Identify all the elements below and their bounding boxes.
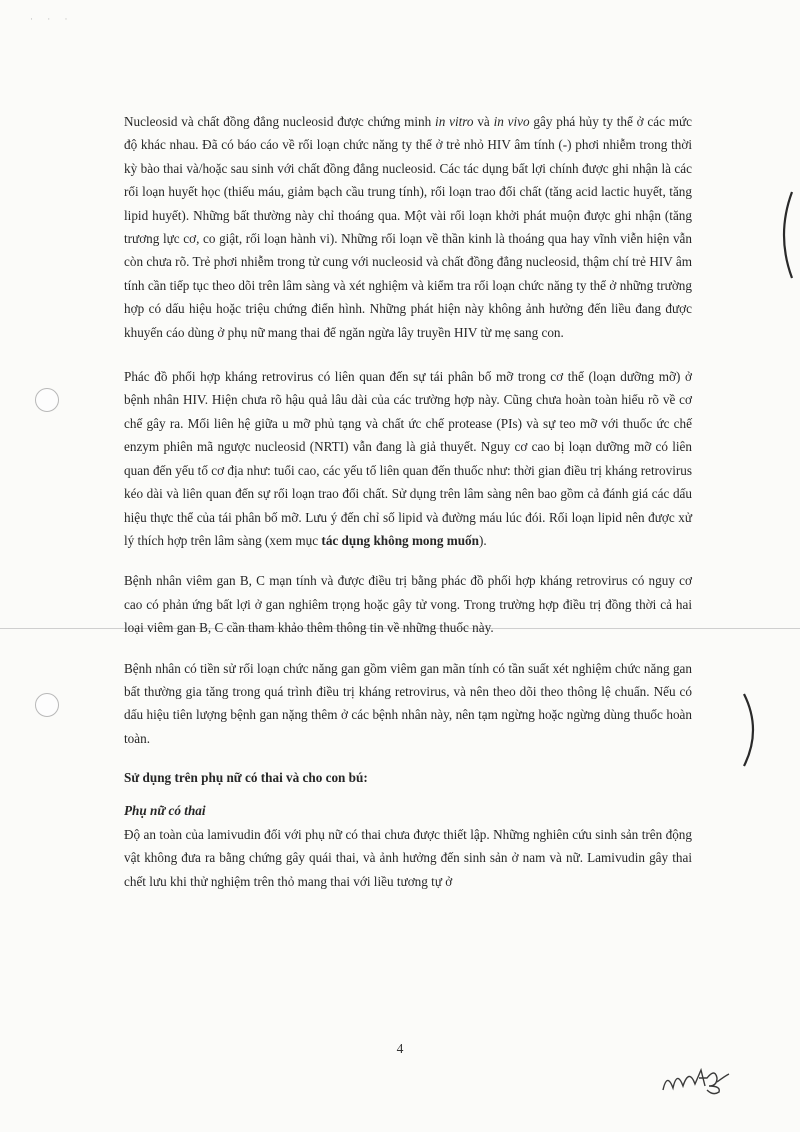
italic-term: in vivo — [493, 114, 530, 129]
punch-hole — [35, 693, 59, 717]
punch-hole — [35, 388, 59, 412]
paragraph-lipodystrophy — [124, 365, 692, 552]
paragraph-text: ). — [479, 532, 487, 548]
paragraph-safety: Độ an toàn của lamivudin đối với phụ nữ có thai chưa được thiết lập. Những nghiên cứu sinh sản trên động vật không đưa ra bằng chứng gây quái thai, và ảnh hưởng đến sinh sản ở nam và nữ. Lamivudin gây thai chết lưu khi thử nghiệm trên thỏ mang thai với liều tương tự ở — [124, 826, 692, 889]
subheading-pregnant-women: Phụ nữ có thai — [124, 802, 206, 818]
italic-term: in vitro — [435, 114, 474, 129]
page-edge-bracket-bottom — [738, 690, 768, 770]
page-number: 4 — [396, 1041, 404, 1056]
paragraph-text: Phác đồ phối hợp kháng retrovirus có liên quan đến sự tái phân bố mỡ trong cơ thể (loạn dưỡng mỡ) ở bệnh nhân HIV. Hiện chưa rõ hậu quả lâu dài của các trường hợp này. Cũng chưa hoàn toàn hiểu rõ về cơ chế gây ra. Mối liên hệ giữa u mỡ phủ tạng và chất ức chế protease (PIs) và sự teo mỡ với thuốc ức chế enzym phiên mã ngược nucleosid (NRTI) vẫn đang là giả thuyết. Nguy cơ cao bị loạn dưỡng mỡ có liên quan đến yếu tố cơ địa như: tuổi cao, các yếu tố liên quan đến thuốc như: thời gian điều trị kháng retrovirus kéo dài và liên quan đến sự rối loạn trao đổi chất. Sử dụng trên lâm sàng nên bao gồm cả đánh giá các dấu hiệu thực thể của tái phân bố mỡ. Lưu ý đến chỉ số lipid và đường máu lúc đói. Rối loạn lipid nên được xử lý thích hợp trên lâm sàng (xem mục — [124, 369, 692, 548]
page-edge-bracket-top — [772, 190, 796, 280]
handwritten-initials — [655, 1060, 735, 1100]
paragraph-text: gây phá hủy ty thể ở các mức độ khác nhau. Đã có báo cáo về rối loạn chức năng ty thể ở trẻ nhỏ HIV âm tính (-) phơi nhiễm trong thời kỳ bào thai và/hoặc sau sinh với chất đồng đẳng nucleosid. Các tác dụng bất lợi chính được ghi nhận là các rối loạn huyết học (thiếu máu, giảm bạch cầu trung tính), rối loạn trao đổi chất (tăng acid lactic huyết, tăng lipid huyết). Những bất thường này chỉ thoáng qua. Một vài rối loạn khởi phát muộn được ghi nhận (tăng trương lực cơ, co giật, rối loạn hành vi). Những rối loạn về thần kinh là thoáng qua hay vĩnh viễn hiện vẫn còn chưa rõ. Trẻ phơi nhiễm trong tử cung với nucleosid và chất đồng đẳng nucleosid, thậm chí trẻ HIV âm tính cần tiếp tục theo dõi trên lâm sàng và xét nghiệm và kiểm tra rối loạn chức năng ty thể ở những trường hợp có dấu hiệu hoặc triệu chứng điển hình. Những phát hiện này không ảnh hưởng đến liều đang được khuyến cáo dùng ở phụ nữ mang thai để ngăn ngừa lây truyền HIV từ mẹ sang con. — [124, 114, 692, 340]
paragraph-text: và — [473, 114, 494, 129]
paragraph-liver-function: Bệnh nhân có tiền sử rối loạn chức năng gan gồm viêm gan mãn tính có tần suất xét nghiệm chức năng gan bất thường gia tăng trong quá trình điều trị kháng retrovirus, và nên theo dõi theo thông lệ chuẩn. Nếu có dấu hiệu tiên lượng bệnh gan nặng thêm ở các bệnh nhân này, nên tạm ngừng hoặc ngừng dùng thuốc hoàn toàn. — [124, 660, 692, 746]
paragraph-mitochondria — [124, 110, 692, 344]
scan-specks: · · · — [30, 14, 74, 24]
paragraph-hepatitis: Bệnh nhân viêm gan B, C mạn tính và được điều trị bằng phác đồ phối hợp kháng retrovirus có nguy cơ cao có phản ứng bất lợi ở gan nghiêm trọng hoặc gây tử vong. Trong trường hợp điều trị đồng thời cả hai loại viêm gan B, C cần tham khảo thêm thông tin về những thuốc này. — [124, 573, 692, 636]
section-heading-pregnancy: Sử dụng trên phụ nữ có thai và cho con bú: — [124, 770, 368, 786]
document-body — [124, 110, 692, 893]
paragraph-text: Nucleosid và chất đồng đẳng nucleosid được chứng minh — [124, 114, 436, 129]
bold-reference: tác dụng không mong muốn — [321, 532, 479, 548]
